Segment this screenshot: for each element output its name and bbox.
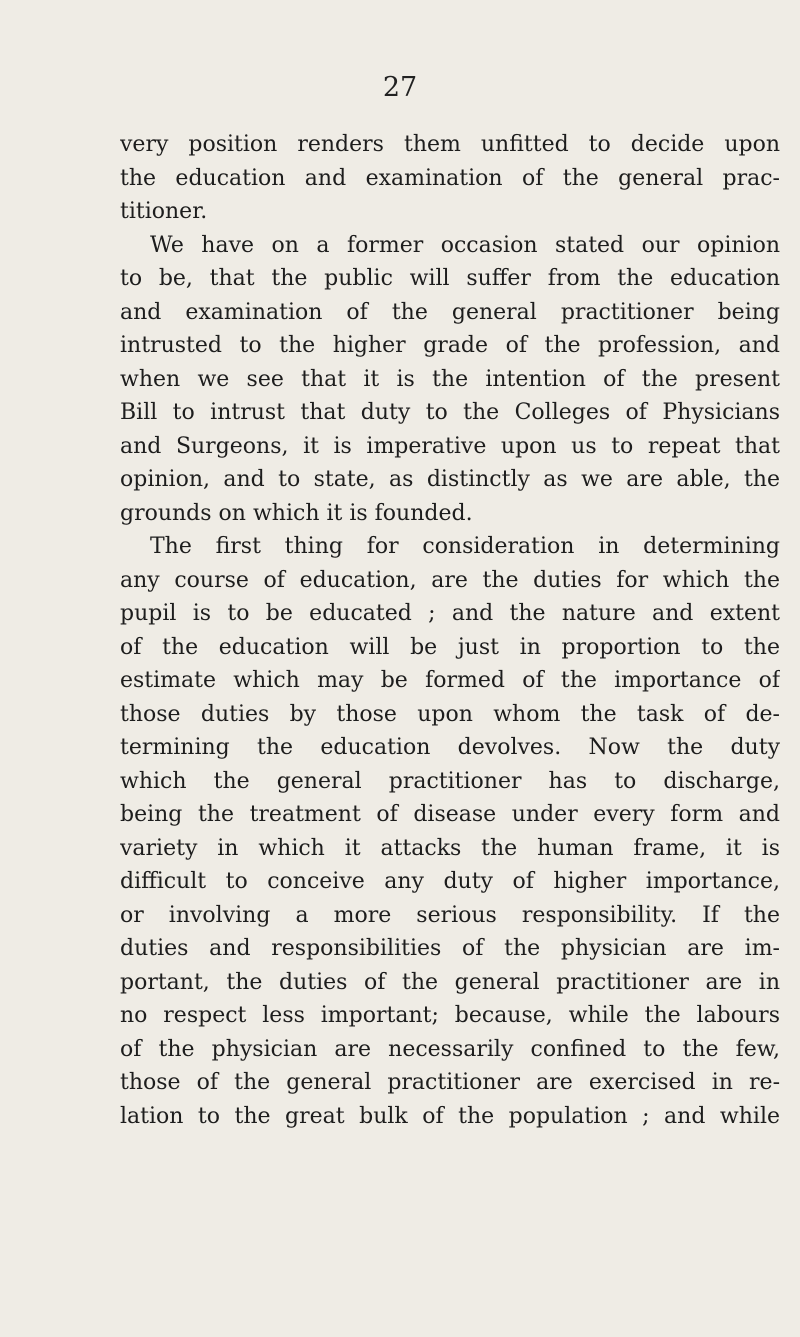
text-line: portant, the duties of the general practitioner are in xyxy=(120,969,780,995)
text-line: and Surgeons, it is imperative upon us to repeat that xyxy=(120,433,780,459)
text-line: no respect less important; because, while the labours xyxy=(120,1003,780,1028)
text-line: being the treatment of disease under every form and xyxy=(120,802,780,827)
page-number: 27 xyxy=(382,72,418,103)
text-line: variety in which it attacks the human frame, it is xyxy=(120,835,780,861)
text-line: duties and responsibilities of the physician are im- xyxy=(120,936,780,961)
text-line: The first thing for consideration in determining xyxy=(150,534,780,559)
text-line: when we see that it is the intention of the present xyxy=(120,366,780,392)
text-line: Bill to intrust that duty to the Colleges of Physicians xyxy=(120,400,780,425)
text-line: We have on a former occasion stated our opinion xyxy=(150,232,780,258)
text-line: difficult to conceive any duty of higher importance, xyxy=(120,869,780,894)
text-line: very position renders them unfitted to decide upon xyxy=(120,132,780,157)
text-line: termining the education devolves. Now the duty xyxy=(120,735,780,760)
text-line: lation to the great bulk of the population ; and while xyxy=(120,1103,780,1129)
text-line: which the general practitioner has to discharge, xyxy=(120,768,780,794)
text-line: titioner. xyxy=(120,199,208,224)
text-line: opinion, and to state, as distinctly as we are able, the xyxy=(120,467,780,492)
text-line: grounds on which it is founded. xyxy=(120,500,473,526)
text-line: any course of education, are the duties for which the xyxy=(120,567,780,593)
text-line: the education and examination of the general prac- xyxy=(120,165,780,191)
text-line: or involving a more serious responsibility. If the xyxy=(120,902,780,928)
text-line: those duties by those upon whom the task of de- xyxy=(120,701,780,727)
text-line: to be, that the public will suffer from the education xyxy=(120,266,780,291)
text-line: estimate which may be formed of the importance of xyxy=(120,668,780,693)
text-line: intrusted to the higher grade of the profession, and xyxy=(120,333,780,358)
body-text xyxy=(120,128,780,1133)
text-line: those of the general practitioner are exercised in re- xyxy=(120,1070,780,1095)
text-line: pupil is to be educated ; and the nature and extent xyxy=(120,601,780,626)
text-line: of the education will be just in proportion to the xyxy=(120,634,780,660)
text-line: of the physician are necessarily confined to the few, xyxy=(120,1036,780,1062)
text-line: and examination of the general practitioner being xyxy=(120,299,780,325)
